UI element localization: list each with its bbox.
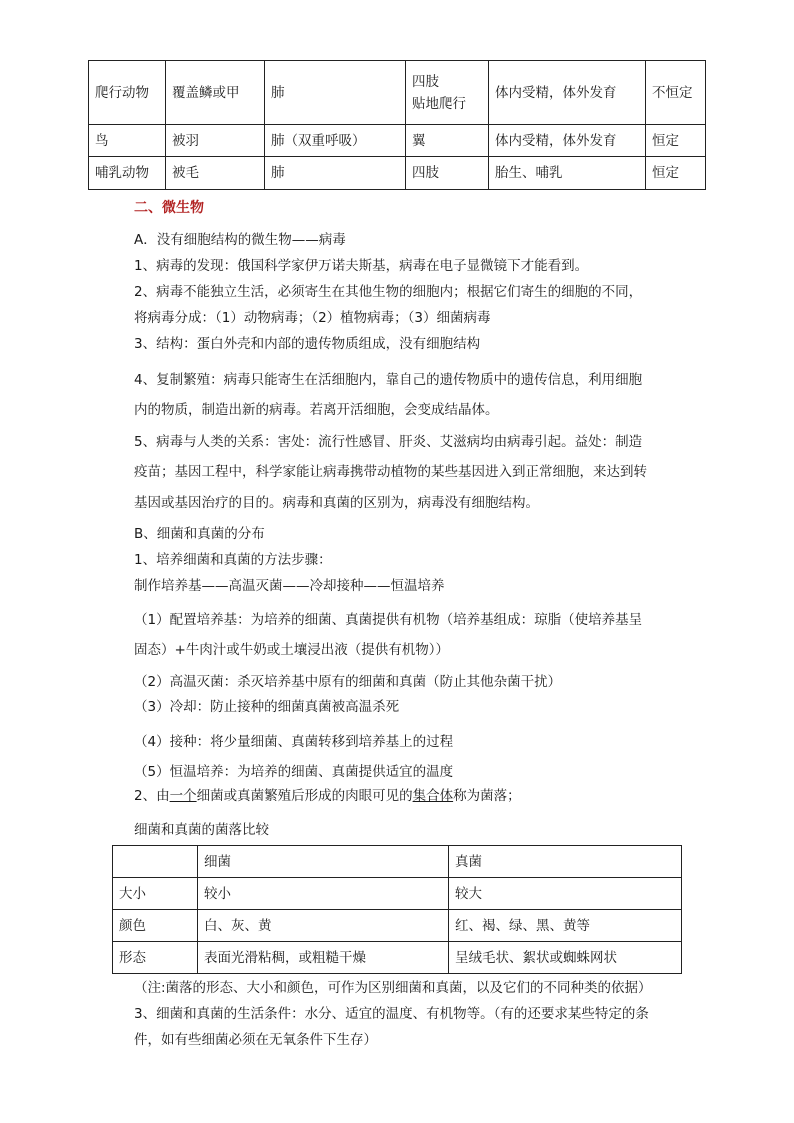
table-cell: 红、褐、绿、黑、黄等 bbox=[449, 910, 682, 942]
table-cell: 被羽 bbox=[166, 125, 265, 157]
paragraph: 基因或基因治疗的目的。病毒和真菌的区别为，病毒没有细胞结构。 bbox=[134, 495, 539, 511]
text-span: 细菌或真菌繁殖后形成的肉眼可见的 bbox=[196, 788, 413, 804]
table-cell: 较大 bbox=[449, 878, 682, 910]
table-row bbox=[89, 61, 706, 125]
paragraph: 2、病毒不能独立生活，必须寄生在其他生物的细胞内；根据它们寄生的细胞的不同， bbox=[134, 284, 643, 300]
paragraph: 3、结构：蛋白外壳和内部的遗传物质组成，没有细胞结构 bbox=[134, 336, 481, 352]
paragraph: 4、复制繁殖：病毒只能寄生在活细胞内，靠自己的遗传物质中的遗传信息，利用细胞 bbox=[134, 372, 643, 388]
paragraph: 内的物质，制造出新的病毒。若离开活细胞，会变成结晶体。 bbox=[134, 402, 499, 418]
table-cell: 爬行动物 bbox=[89, 61, 166, 125]
table-cell: 哺乳动物 bbox=[89, 157, 166, 190]
colony-comparison-table bbox=[112, 845, 682, 974]
table-cell: 鸟 bbox=[89, 125, 166, 157]
paragraph: （1）配置培养基：为培养的细菌、真菌提供有机物（培养基组成：琼脂（使培养基呈 bbox=[134, 612, 643, 628]
table-header-cell: 真菌 bbox=[449, 846, 682, 878]
table-cell: 恒定 bbox=[646, 125, 706, 157]
table-cell: 肺（双重呼吸） bbox=[265, 125, 406, 157]
colony-definition bbox=[134, 786, 521, 806]
table-header-cell: 细菌 bbox=[198, 846, 449, 878]
paragraph: 件，如有些细菌必须在无氧条件下生存） bbox=[134, 1032, 377, 1048]
paragraph: （5）恒温培养：为培养的细菌、真菌提供适宜的温度 bbox=[134, 764, 454, 780]
table-row bbox=[89, 157, 706, 190]
paragraph: 5、病毒与人类的关系：害处：流行性感冒、肝炎、艾滋病均由病毒引起。益处：制造 bbox=[134, 434, 643, 450]
text-span: 称为菌落； bbox=[453, 788, 521, 804]
paragraph: 3、细菌和真菌的生活条件：水分、适宜的温度、有机物等。（有的还要求某些特定的条 bbox=[134, 1006, 649, 1022]
table-row bbox=[89, 125, 706, 157]
paragraph: 疫苗；基因工程中，科学家能让病毒携带动植物的某些基因进入到正常细胞，来达到转 bbox=[134, 464, 647, 480]
table-cell: 不恒定 bbox=[646, 61, 706, 125]
table-row bbox=[113, 878, 682, 910]
table-cell: 被毛 bbox=[166, 157, 265, 190]
culture-flow: 制作培养基——高温灭菌——冷却接种——恒温培养 bbox=[134, 578, 445, 594]
table-row bbox=[113, 942, 682, 974]
table-cell: 体内受精，体外发育 bbox=[489, 61, 646, 125]
table-cell: 肺 bbox=[265, 157, 406, 190]
table-header-row bbox=[113, 846, 682, 878]
cell-line: 贴地爬行 bbox=[412, 95, 466, 112]
table-cell: 大小 bbox=[113, 878, 198, 910]
table-cell: 表面光滑粘稠，或粗糙干燥 bbox=[198, 942, 449, 974]
paragraph: 固态）+牛肉汁或牛奶或土壤浸出液（提供有机物）） bbox=[134, 642, 450, 658]
table-header-cell bbox=[113, 846, 198, 878]
table-cell: 翼 bbox=[406, 125, 489, 157]
underlined-text: 一个 bbox=[169, 788, 197, 804]
paragraph: （4）接种：将少量细菌、真菌转移到培养基上的过程 bbox=[134, 734, 454, 750]
underlined-text: 集合体 bbox=[412, 788, 454, 804]
table-cell: 覆盖鳞或甲 bbox=[166, 61, 265, 125]
table-cell bbox=[406, 61, 489, 125]
table-cell: 颜色 bbox=[113, 910, 198, 942]
virus-heading: A．没有细胞结构的微生物——病毒 bbox=[134, 232, 346, 248]
table-cell: 体内受精，体外发育 bbox=[489, 125, 646, 157]
table-cell: 胎生、哺乳 bbox=[489, 157, 646, 190]
table-row bbox=[113, 910, 682, 942]
paragraph: （2）高温灭菌：杀灭培养基中原有的细菌和真菌（防止其他杂菌干扰） bbox=[134, 674, 562, 690]
note: （注:菌落的形态、大小和颜色，可作为区别细菌和真菌，以及它们的不同种类的依据） bbox=[134, 980, 652, 996]
table-cell: 形态 bbox=[113, 942, 198, 974]
table-cell: 四肢 bbox=[406, 157, 489, 190]
paragraph: 1、培养细菌和真菌的方法步骤： bbox=[134, 552, 332, 568]
table-cell: 肺 bbox=[265, 61, 406, 125]
paragraph: 将病毒分成：（1）动物病毒；（2）植物病毒；（3）细菌病毒 bbox=[134, 310, 491, 326]
distribution-heading: B、细菌和真菌的分布 bbox=[134, 526, 265, 542]
cell-line: 四肢 bbox=[412, 73, 439, 90]
table-caption: 细菌和真菌的菌落比较 bbox=[134, 822, 269, 838]
table-cell: 恒定 bbox=[646, 157, 706, 190]
animal-table bbox=[88, 60, 706, 190]
table-cell: 较小 bbox=[198, 878, 449, 910]
table-cell: 呈绒毛状、絮状或蜘蛛网状 bbox=[449, 942, 682, 974]
paragraph: （3）冷却：防止接种的细菌真菌被高温杀死 bbox=[134, 699, 400, 715]
table-cell: 白、灰、黄 bbox=[198, 910, 449, 942]
section-title: 二、微生物 bbox=[134, 200, 204, 216]
paragraph: 1、病毒的发现：俄国科学家伊万诺夫斯基，病毒在电子显微镜下才能看到。 bbox=[134, 258, 589, 274]
text-span: 2、由 bbox=[134, 788, 170, 804]
